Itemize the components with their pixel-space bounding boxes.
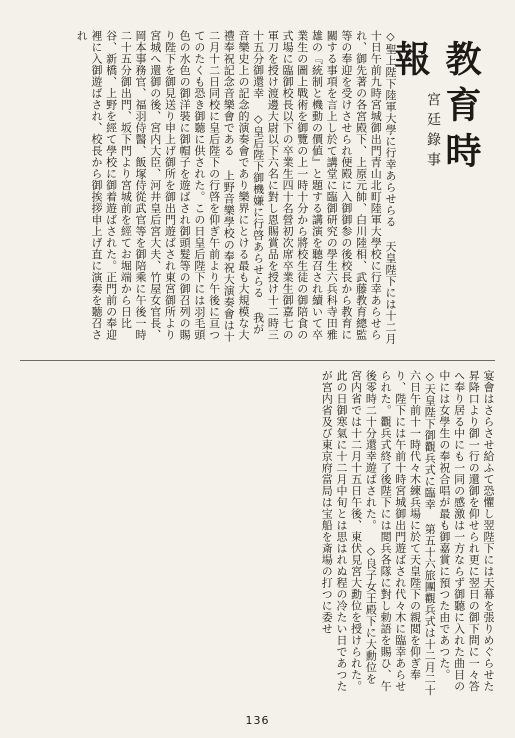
article-text-bottom-col-d: 此の日御寒氣に十二月中旬とは思はれぬ程の冷たい日であつたが宮内省及び東京府當局は宝船を斎場の打つに委せ <box>320 370 348 692</box>
article-military-college <box>17 30 397 345</box>
article-lower-section <box>20 370 495 700</box>
article-text-bottom-col-b: ◇天皇陛下御觀兵式に臨幸 第五十六旅團觀兵式は十二月二十六日午前十一時代々木練兵場に於て天皇陛下の親閲を仰ぎ奉り、陛下には午前十時宮城御出門遊ばされ代々木に臨幸あらせられた。觀兵式終了後陛下には閲兵各隊に對し勅語を賜ひ、午後零時二十分還幸遊ばされた。 <box>364 370 437 696</box>
divider <box>20 360 495 361</box>
section-subtitle: 宮廷錄事 <box>425 92 441 172</box>
article-text-a: ◇聖上陛下陸軍大學に行幸あらせらる 天皇陛下には十二月十日午前九時宮城御出門青山北町陸軍大學校に行幸あらせられ、御先著の各宮殿下、上原元帥、白川陸相、武藤教育總監等の奉迎を受けさせられ便殿に入御御参の後校長から教育に關する事項を言上し於て講堂に臨御研究の學生六兵科寺田雅雄の『統制と機動の價値』と題する講演を聽召され續いて卒業生の圖上戰術を御覽の上一時十分から將校生徒の御陪食の式場に臨御校長以下の卒業生四十名營初次席卒業生御嘉七の軍刀を授け渡邊大尉以下六名に對し恩賜賞品を授け十二時三十五分御還幸 <box>251 30 397 345</box>
page-number: 136 <box>245 714 270 727</box>
article-text-bottom-col-c: ◇良子女王殿下に大勳位を 宮内省では十二月十五日午後、東伏見宮大勳位を授けられた。 <box>349 370 378 692</box>
article-text-top-col-c: 上野音樂學校の奉祝大演奏會は十二月十二日同校に皇后陛下の行啓を仰ぎ午前より午後に亘つてのたくも恐き御聽に供された。この日皇后陛下には羽毛頭色の水色の御洋裝に御帽子を遊ばされ御頭髮等の御召列の賜り陛下を御見送り申上げ御所を御出門遊ばされ東宮御所より宮城へ還御の後、宮内大臣、河井皇后宮大夫、竹屋女官長、岡本事務官、福羽侍醫、飯塚侍從武官等を御陪乘に午後一時二十五分御出門、坂下門より宮城前を經てお堀端から日比谷、新橋、上野を經て學校に御着遊ばされた。正門前の奉迎裡に入御遊ばされ、校長から御挨拶申上げ直に演奏を聽召され <box>75 30 236 343</box>
page-title: 教育時報 <box>389 40 482 178</box>
article-text-b: 宴會はさらさせ給ふて恐懼し翌陛下には天幕を張りめぐらせた昇降口より御一行の還御を仰せられ更に翌日の御下問に一々答へ奉り居る中にも一同の感激は一方ならず御聽に入れた曲目の中には女學生の奉祝合唱が最も御嘉賞に預つた由であつた。 <box>437 370 495 692</box>
article-text-top-col-b: ◇皇后陛下御機嫌に行啓あらせらる 我が音樂史上の記念的演奏會であり樂界にとける最も大規模な大禮奉祝記念音樂會である <box>222 30 265 341</box>
